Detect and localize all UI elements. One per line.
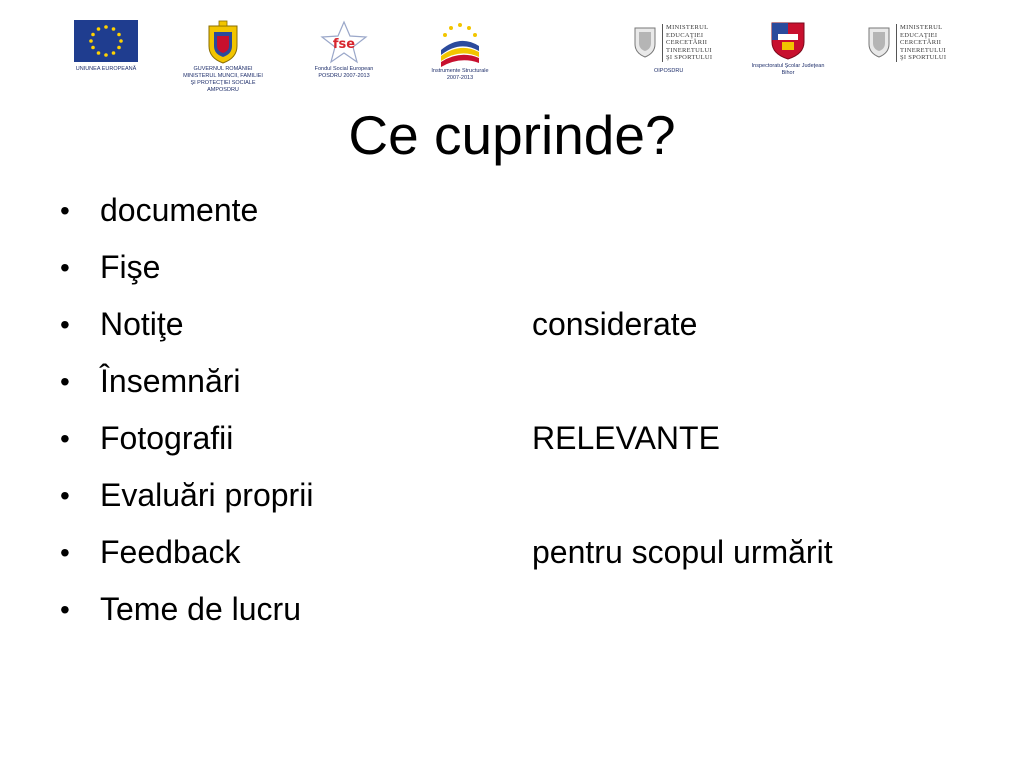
- ministry-crest-icon: [632, 24, 658, 58]
- oiposdru-caption: OIPOSDRU: [654, 68, 684, 74]
- bullet-item: • Notiţe: [60, 296, 313, 353]
- eu-flag-icon: [74, 20, 138, 62]
- isj-bihor-logo: [748, 20, 828, 77]
- isj-caption: Inspectoratul Şcolar Judeţean Bihor: [751, 63, 825, 76]
- eu-logo: [66, 20, 146, 73]
- bullet-icon: •: [60, 195, 70, 226]
- bullet-item: • Evaluări proprii: [60, 467, 313, 524]
- government-logo: [180, 20, 266, 94]
- bullet-icon: •: [60, 252, 70, 283]
- coat-of-arms-icon: [206, 20, 240, 64]
- eu-caption: UNIUNEA EUROPEANĂ: [75, 66, 137, 72]
- bullet-icon: •: [60, 366, 70, 397]
- structural-instruments-caption: Instrumente Structurale 2007-2013: [431, 68, 489, 81]
- fse-caption: Fondul Social European POSDRU 2007-2013: [314, 66, 374, 79]
- ministry-divider: [662, 24, 663, 62]
- ministry-divider: [896, 24, 897, 62]
- bullet-icon: •: [60, 423, 70, 454]
- fse-logo: [302, 20, 386, 80]
- structural-instruments-icon: [435, 20, 485, 68]
- side-note-relevante: RELEVANTE: [532, 420, 720, 456]
- side-note-considerate: considerate: [532, 306, 698, 342]
- bullet-item: • Teme de lucru: [60, 581, 313, 638]
- fse-mark: fse: [332, 37, 356, 52]
- bullet-icon: •: [60, 309, 70, 340]
- fse-star-icon: [320, 20, 368, 64]
- isj-crest-icon: [769, 20, 807, 60]
- logo-bar: [0, 0, 1024, 100]
- ministry-name: MINISTERUL EDUCAŢIEI CERCETĂRII TINERETULUI ŞI SPORTULUI: [900, 24, 947, 62]
- ministry-logo-oiposdru: [632, 24, 712, 84]
- bullet-icon: •: [60, 537, 70, 568]
- ministry-crest-icon: [866, 24, 892, 58]
- structural-instruments-logo: [418, 20, 502, 82]
- bullet-item: • Fotografii: [60, 410, 313, 467]
- bullet-item: • Feedback: [60, 524, 313, 581]
- bullet-item: • Fişe: [60, 239, 313, 296]
- slide-title: Ce cuprinde?: [348, 104, 676, 166]
- bullet-list: [60, 182, 313, 638]
- bullet-item: • Însemnări: [60, 353, 313, 410]
- ministry-name: MINISTERUL EDUCAŢIEI CERCETĂRII TINERETULUI ŞI SPORTULUI: [666, 24, 713, 62]
- bullet-icon: •: [60, 480, 70, 511]
- bullet-icon: •: [60, 594, 70, 625]
- government-caption: GUVERNUL ROMÂNIEI MINISTERUL MUNCII, FAMILIEI ŞI PROTECŢIEI SOCIALE AMPOSDRU: [183, 66, 263, 93]
- ministry-logo: [866, 24, 956, 64]
- side-note-scopul: pentru scopul urmărit: [532, 534, 833, 570]
- bullet-item: • documente: [60, 182, 313, 239]
